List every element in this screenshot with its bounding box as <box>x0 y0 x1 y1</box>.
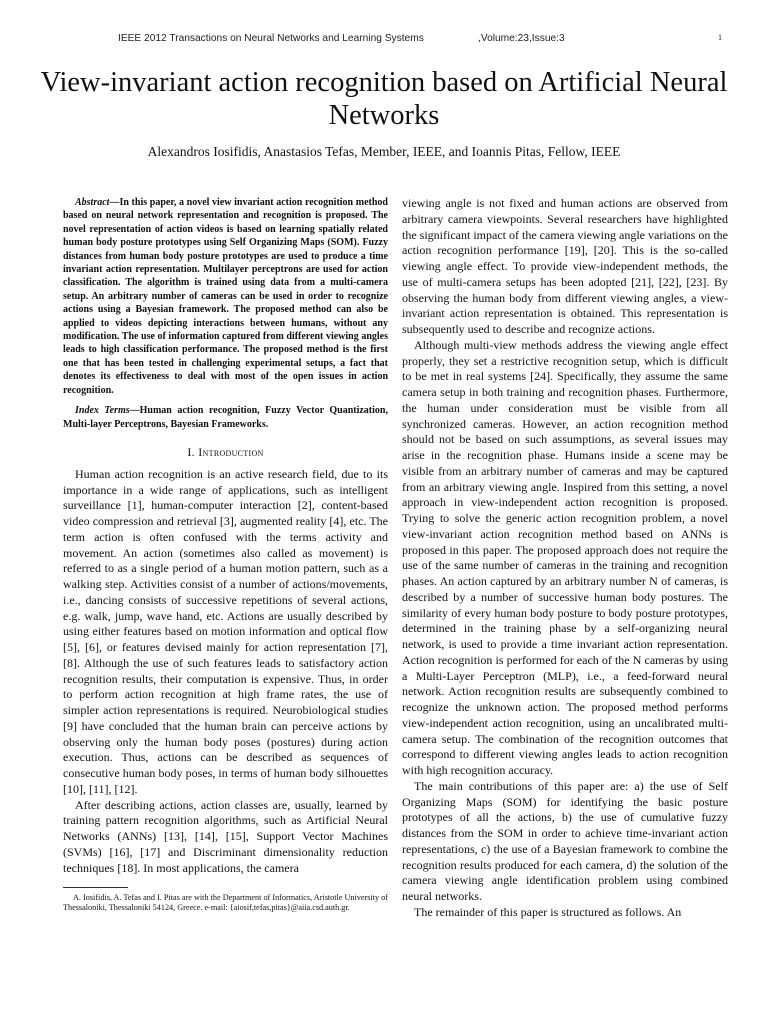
paragraph: The main contributions of this paper are: a) the use of Self Organizing Maps (SOM) for identifying the basic posture prototypes of all the actions, b) the use of cumulative fuzzy distances from the SOM in order to achieve time-invariant action representations, c) the use of a Bayesian framework to combine the recognition results produced for each camera, d) the solution of the camera viewing angle identification problem using combined neural networks. <box>402 778 728 903</box>
volume-issue: ,Volume:23,Issue:3 <box>478 33 565 44</box>
journal-name: IEEE 2012 Transactions on Neural Networks and Learning Systems <box>118 33 424 44</box>
paragraph: Although multi-view methods address the viewing angle effect properly, they set a restrictive recognition setup, which is difficult to be met in real systems [24]. Specifically, they assume the same camera setup in both training and recognition phases. Furthermore, the human under consideration must be visible from all synchronized cameras. However, an action recognition method should not be based on such assumptions, as several issues may arise in the recognition phase. Humans inside a scene may be visible from an arbitrary number of cameras and may be captured from an arbitrary viewing angle. Inspired from this setting, a novel approach in view-independent action recognition is proposed. Trying to solve the generic action recognition problem, a novel view-invariant action recognition method based on ANNs is proposed in this paper. The proposed approach does not require the use of the same number of cameras in the training and recognition phases. An action captured by an arbitrary number N of cameras, is described by a number of successive human body postures. The similarity of every human body posture to body posture prototypes, determined in the training phase by a self-organizing neural network, is used to provide a time invariant action representation. Action recognition is performed for each of the N cameras by using a Multi-Layer Perceptron (MLP), i.e., a feed-forward neural network. Action recognition results are subsequently combined to recognize the unknown action. The proposed method performs view-independent action recognition, using an uncalibrated multi-camera setup. The combination of the recognition outcomes that correspond to different viewing angles leads to action recognition with high recognition accuracy. <box>402 337 728 777</box>
footnote-divider <box>63 887 128 888</box>
left-column <box>63 196 388 913</box>
index-terms-text: —Human action recognition, Fuzzy Vector Quantization, Multi-layer Perceptrons, Bayesian Frameworks. <box>63 405 388 430</box>
author-list: Alexandros Iosifidis, Anastasios Tefas, Member, IEEE, and Ioannis Pitas, Fellow, IEEE <box>147 144 621 159</box>
index-terms <box>63 404 388 431</box>
abstract-text: —In this paper, a novel view invariant action recognition method based on neural network representation and recognition is proposed. The novel representation of action videos is based on learning spatially related human body posture prototypes using Self Organizing Maps (SOM). Fuzzy distances from human body posture prototypes are used to produce a time invariant action representation. Multilayer perceptrons are used for action classification. The algorithm is trained using data from a multi-camera setup. An arbitrary number of cameras can be used in order to recognize actions using a Bayesian framework. The proposed method can also be applied to videos depicting interactions between humans, without any modification. The use of information captured from different viewing angles leads to high classification performance. The proposed method is the first one that has been tested in challenging experimental setups, a fact that denotes its effectiveness to deal with most of the open issues in action recognition. <box>63 197 388 396</box>
paragraph: After describing actions, action classes are, usually, learned by training pattern recognition algorithms, such as Artificial Neural Networks (ANNs) [13], [14], [15], Support Vector Machines (SVMs) [16], [17] and Discriminant dimensionality reduction techniques [18]. In most applications, the camera <box>63 797 388 875</box>
paragraph: viewing angle is not fixed and human actions are observed from arbitrary camera viewpoints. Several researchers have highlighted the significant impact of the camera viewing angle variations on the action recognition performance [19], [20]. This is the so-called viewing angle effect. To provide view-independent methods, the use of multi-camera setups has been adopted [21], [22], [23]. By observing the human body from different viewing angles, a view-invariant action representation is obtained. This representation is subsequently used to describe and recognize actions. <box>402 196 728 336</box>
section-heading-introduction: I. Introduction <box>187 444 264 459</box>
right-column <box>402 196 728 921</box>
running-header <box>118 33 728 47</box>
abstract <box>63 196 388 397</box>
paragraph: Human action recognition is an active research field, due to its importance in a wide range of applications, such as intelligent surveillance [1], human-computer interaction [2], content-based video compression and retrieval [3], augmented reality [4], etc. The term action is often confused with the terms activity and movement. An action (sometimes also called as movement) is referred to as a single period of a human motion pattern, such as a walking step. Activities consist of a number of actions/movements, i.e., dancing consists of successive repetitions of several actions, e.g. walk, jump, wave hand, etc. Actions are usually described by using either features based on motion information and optical flow [5], [6], or features devised mainly for action representation [7], [8]. Although the use of such features leads to satisfactory action recognition results, their computation is expensive. Thus, in order to perform action recognition at high frame rates, the use of simpler action representations is required. Neurobiological studies [9] have concluded that the human brain can perceive actions by observing only the human body poses (postures) during action execution. Thus, actions can be described as sequences of consecutive human body poses, in terms of human body silhouettes [10], [11], [12]. <box>63 466 388 796</box>
index-terms-lead: Index Terms <box>75 405 130 417</box>
paragraph: The remainder of this paper is structured as follows. An <box>414 904 682 919</box>
paper-title: View-invariant action recognition based on Artificial Neural Networks <box>40 67 728 131</box>
page-number: 1 <box>718 33 722 42</box>
abstract-lead: Abstract <box>75 197 110 208</box>
author-affiliation-footnote: A. Iosifidis, A. Tefas and I. Pitas are with the Department of Informatics, Aristotle University of Thessaloniki, Thessaloniki 54124, Greece. e-mail: {aiosif,tefas,pitas}@aiia.csd.auth.gr. <box>63 893 388 913</box>
